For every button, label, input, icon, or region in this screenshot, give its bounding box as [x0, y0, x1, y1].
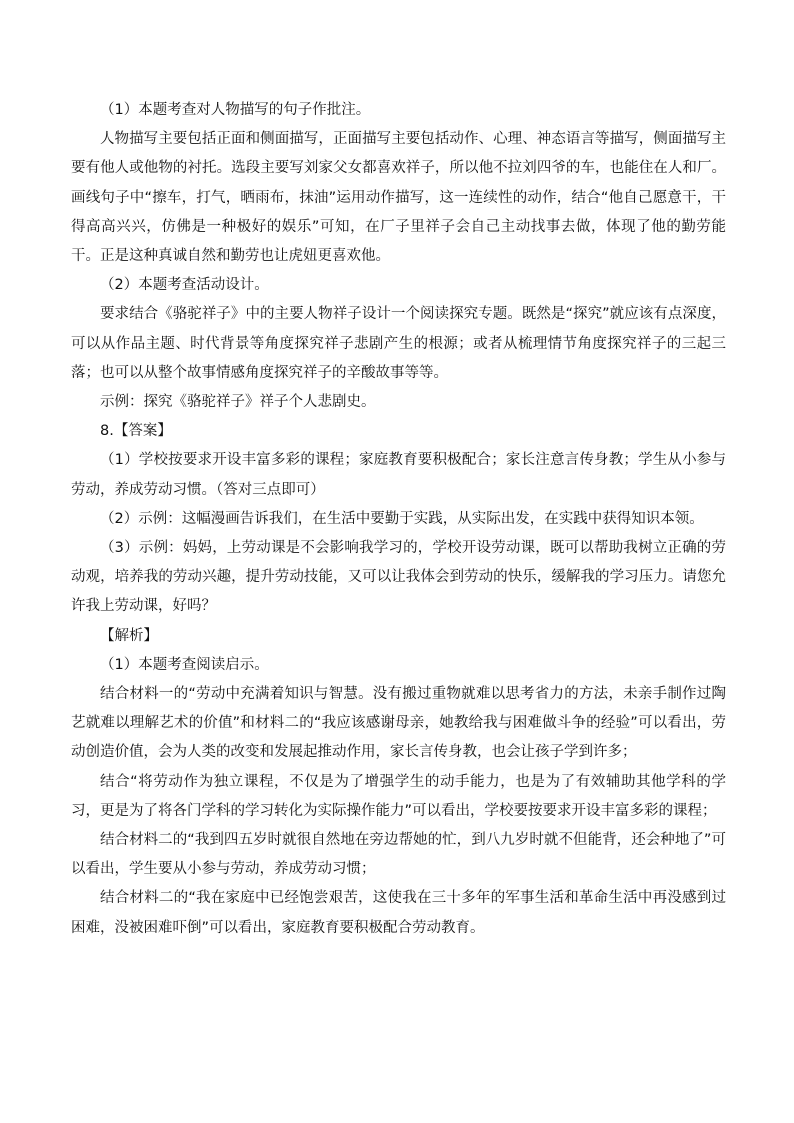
analysis-paragraph-school: 结合“将劳动作为独立课程，不仅是为了增强学生的动手能力，也是为了有效辅助其他学科的学习，更是为了将各门学科的学习转化为实际操作能力”可以看出，学校要按要求开设丰富多彩的课程； — [71, 773, 726, 819]
answer-item-3: （3）示例：妈妈，上劳动课是不会影响我学习的，学校开设劳动课，既可以帮助我树立正确的劳动观，培养我的劳动兴趣，提升劳动技能，又可以让我体会到劳动的快乐，缓解我的学习压力。请您允许我上劳动课，好吗？ — [71, 540, 726, 615]
answer-item-1: （1）学校按要求开设丰富多彩的课程；家庭教育要积极配合；家长注意言传身教；学生从小参与劳动，养成劳动习惯。（答对三点即可） — [71, 452, 726, 498]
paragraph-character-description: 人物描写主要包括正面和侧面描写，正面描写主要包括动作、心理、神态语言等描写，侧面描写主要有他人或他物的衬托。选段主要写刘家父女都喜欢祥子，所以他不拉刘四爷的车，也能住在人和厂。画线句子中“擦车，打气，晒雨布，抹油”运用动作描写，这一连续性的动作，结合“他自己愿意干，干得高高兴兴，仿佛是一种极好的娱乐”可知，在厂子里祥子会自己主动找事去做，体现了他的勤劳能干。正是这种真诚自然和勤劳也让虎妞更喜欢他。 — [71, 131, 726, 265]
analysis-paragraph-student: 结合材料二的“我到四五岁时就很自然地在旁边帮她的忙，到八九岁时就不但能背，还会种地了”可以看出，学生要从小参与劳动，养成劳动习惯； — [71, 832, 726, 878]
section-analysis-heading: 【解析】 — [100, 627, 158, 644]
analysis-paragraph-family: 结合材料二的“我在家庭中已经饱尝艰苦，这使我在三十多年的军事生活和革命生活中再没感到过困难，没被困难吓倒”可以看出，家庭教育要积极配合劳动教育。 — [71, 890, 726, 936]
section-answer-heading: 8.【答案】 — [100, 423, 172, 440]
paragraph-q2-heading: （2）本题考查活动设计。 — [100, 277, 269, 294]
analysis-paragraph-material-1: 结合材料一的“劳动中充满着知识与智慧。没有搬过重物就难以思考省力的方法，未亲手制作过陶艺就难以理解艺术的价值”和材料二的“我应该感谢母亲，她教给我与困难做斗争的经验”可以看出，劳动创造价值，会为人类的改变和发展起推动作用，家长言传身教，也会让孩子学到许多； — [71, 686, 726, 761]
answer-analysis-text — [71, 96, 726, 943]
paragraph-example: 示例：探究《骆驼祥子》祥子个人悲剧史。 — [100, 394, 376, 411]
analysis-item-1-heading: （1）本题考查阅读启示。 — [100, 656, 269, 673]
answer-item-2: （2）示例：这幅漫画告诉我们，在生活中要勤于实践，从实际出发，在实践中获得知识本领。 — [100, 510, 704, 527]
paragraph-q1-heading: （1）本题考查对人物描写的句子作批注。 — [100, 102, 371, 118]
paragraph-activity-design: 要求结合《骆驼祥子》中的主要人物祥子设计一个阅读探究专题。既然是“探究”就应该有点深度，可以从作品主题、时代背景等角度探究祥子悲剧产生的根源；或者从梳理情节角度探究祥子的三起三落；也可以从整个故事情感角度探究祥子的辛酸故事等等。 — [71, 306, 726, 381]
